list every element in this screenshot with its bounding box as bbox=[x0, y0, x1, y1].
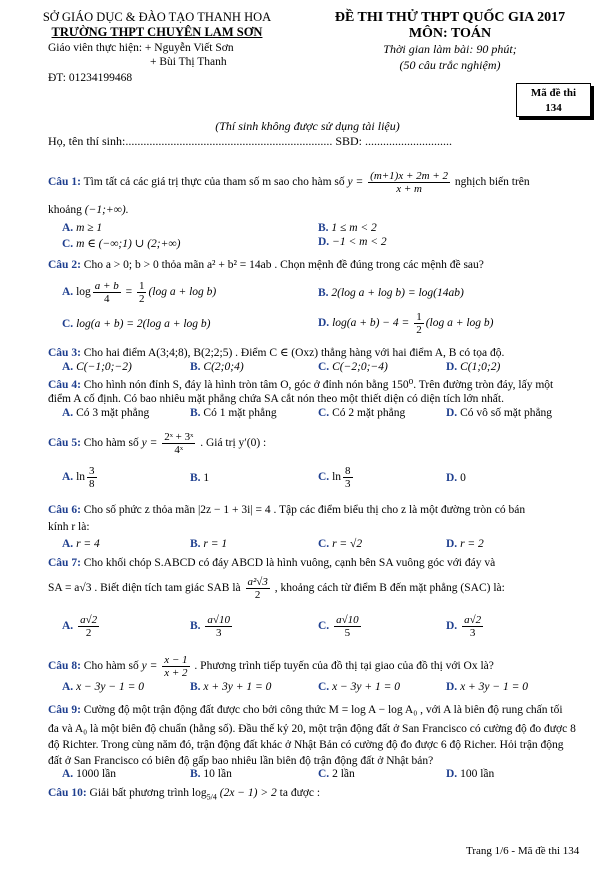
question-9-line-4 bbox=[48, 754, 590, 768]
question-9-line-2 bbox=[48, 722, 590, 736]
q4-option-a[interactable]: A. Có 3 mặt phẳng bbox=[62, 407, 150, 419]
candidate-line: Họ, tên thí sinh:..................................................................... SBD: ............................. bbox=[48, 134, 453, 148]
exam-note: (Thí sinh không được sử dụng tài liệu) bbox=[215, 119, 400, 133]
exam-time: Thời gian làm bài: 90 phút; bbox=[383, 42, 517, 56]
teacher-2: + Bùi Thị Thanh bbox=[150, 56, 227, 68]
q1-option-d[interactable]: D. −1 < m < 2 bbox=[318, 236, 387, 248]
q6-option-b[interactable]: B. r = 1 bbox=[190, 538, 228, 550]
q3-option-c[interactable]: C. C(−2;0;−4) bbox=[318, 361, 388, 373]
question-7 bbox=[48, 556, 590, 570]
q4-option-d[interactable]: D. Có vô số mặt phẳng bbox=[446, 407, 553, 419]
question-number: Câu 8: bbox=[48, 660, 81, 673]
q7-option-b[interactable]: B. $\frac{a√10}{3}$ bbox=[190, 614, 230, 639]
q7-option-c[interactable]: C. $\frac{a√10}{5}$ bbox=[318, 614, 359, 639]
exam-code-label: Mã đề thi bbox=[530, 87, 577, 99]
question-number: Câu 6: bbox=[48, 504, 81, 516]
question-number: Câu 1: bbox=[48, 176, 81, 189]
formula: y = bbox=[141, 660, 158, 673]
page-footer: Trang 1/6 - Mã đề thi 134 bbox=[466, 845, 580, 857]
formula: log bbox=[191, 787, 207, 799]
q8-option-b[interactable]: B. x + 3y + 1 = 0 bbox=[190, 681, 272, 693]
question-10 bbox=[48, 786, 590, 804]
question-number: Câu 7: bbox=[48, 557, 81, 569]
question-number: Câu 10: bbox=[48, 787, 87, 799]
question-text: khoảng bbox=[48, 204, 82, 216]
q1-option-b[interactable]: B. 1 ≤ m < 2 bbox=[318, 222, 377, 234]
question-number: Câu 3: bbox=[48, 347, 81, 359]
q2-option-d[interactable]: D. log(a + b) − 4 = $\frac{1}{2}$ (log a + log b) bbox=[318, 311, 494, 336]
phone: ĐT: 01234199468 bbox=[48, 72, 133, 84]
q1-option-c[interactable]: C. m ∈ (−∞;1) ∪ (2;+∞) bbox=[62, 238, 181, 250]
question-text: điểm A cố định. Có bao nhiêu mặt phẳng chứa SA cắt nón theo một thiết diện có diện tích lớn nhất. bbox=[48, 393, 504, 405]
q8-option-a[interactable]: A. x − 3y − 1 = 0 bbox=[62, 681, 145, 693]
question-text: Cho hàm số bbox=[83, 437, 139, 450]
q3-option-d[interactable]: D. C(1;0;2) bbox=[446, 361, 501, 373]
question-number: Câu 5: bbox=[48, 437, 81, 450]
question-text: đất ở San Francisco có biên độ gấp bao nhiêu lần biên độ trận động đất ở Nhật bản? bbox=[48, 755, 434, 767]
fraction: $\frac{\text{a²√3}}{2}$ bbox=[247, 576, 268, 601]
exam-code-box bbox=[516, 83, 591, 117]
question-9 bbox=[48, 703, 590, 717]
fraction: $\frac{x - 1}{x + 2}$ bbox=[164, 654, 188, 679]
q5-option-c[interactable]: C. ln $\frac{8}{3}$ bbox=[318, 465, 351, 490]
question-number: Câu 2: bbox=[48, 259, 81, 271]
question-text: Cho khối chóp S.ABCD có đáy ABCD là hình vuông, cạnh bên SA vuông góc với đáy và bbox=[83, 557, 496, 569]
q6-option-d[interactable]: D. r = 2 bbox=[446, 538, 484, 550]
question-text: . Phương trình tiếp tuyến của đồ thị tại giao của đồ thị với Ox là? bbox=[194, 660, 494, 673]
question-text: Cho số phức z thỏa mãn |2z − 1 + 3i| = 4 . Tập các điểm biểu thị cho z là một đường tròn có bán bbox=[83, 504, 526, 516]
question-6 bbox=[48, 503, 590, 517]
q6-option-a[interactable]: A. r = 4 bbox=[62, 538, 100, 550]
formula: (2x − 1) > 2 bbox=[219, 787, 277, 799]
question-text: Cường độ một trận động đất được cho bởi công thức M = log A − log A₀ , với A là biên độ rung chấn tối bbox=[83, 704, 563, 716]
fraction: $\frac{\text{2ˣ + 3ˣ}}{\text{4ˣ}}$ bbox=[164, 431, 194, 456]
question-9-line-3 bbox=[48, 738, 590, 752]
question-text: kính r là: bbox=[48, 521, 90, 533]
question-1 bbox=[48, 170, 590, 195]
question-1-line-2 bbox=[48, 203, 590, 217]
q9-option-b[interactable]: B. 10 lần bbox=[190, 768, 232, 780]
question-number: Câu 9: bbox=[48, 704, 81, 716]
q7-option-a[interactable]: A. $\frac{a√2}{2}$ bbox=[62, 614, 98, 639]
question-text: Cho hai điểm A(3;4;8), B(2;2;5) . Điểm C ∈ (Oxz) thẳng hàng với hai điểm A, B có tọa độ. bbox=[83, 347, 505, 359]
q3-option-a[interactable]: A. C(−1;0;−2) bbox=[62, 361, 132, 373]
q9-option-d[interactable]: D. 100 lần bbox=[446, 768, 495, 780]
formula: y = bbox=[141, 437, 158, 450]
formula: y = bbox=[347, 176, 364, 189]
question-text: độ Richter. Trong cùng năm đó, trận động đất khác ở Nhật Bản có cường độ đo được 6 độ Richer. Hỏi trận động bbox=[48, 739, 564, 751]
question-6-line-2 bbox=[48, 520, 590, 534]
subject: MÔN: TOÁN bbox=[408, 26, 492, 41]
q5-option-a[interactable]: A. ln $\frac{3}{8}$ bbox=[62, 465, 95, 490]
exam-code-value: 134 bbox=[545, 102, 562, 114]
question-text: nghịch biến trên bbox=[454, 176, 530, 189]
q9-option-c[interactable]: C. 2 lần bbox=[318, 768, 355, 780]
question-7-line-2 bbox=[48, 576, 590, 601]
q2-option-b[interactable]: B. 2(log a + log b) = log(14ab) bbox=[318, 287, 464, 299]
question-2 bbox=[48, 258, 590, 272]
question-text: Giải bất phương trình bbox=[89, 787, 190, 799]
q2-option-a[interactable]: A. log $\frac{a + b}{4}$ = $\frac{1}{2}$ (log a + log b) bbox=[62, 280, 217, 305]
question-text: , khoảng cách từ điểm B đến mặt phẳng (SAC) là: bbox=[274, 582, 505, 595]
school-name: TRƯỜNG THPT CHUYÊN LAM SƠN bbox=[51, 25, 263, 39]
q6-option-c[interactable]: C. r = √2 bbox=[318, 538, 363, 550]
question-count: (50 câu trắc nghiệm) bbox=[399, 58, 501, 72]
question-text: Tìm tất cả các giá trị thực của tham số m sao cho hàm số bbox=[83, 176, 345, 189]
fraction: $\frac{(m+1)x + 2m + 2}{x + m}$ bbox=[370, 170, 449, 195]
question-text: đa và A₀ là một biên độ chuẩn (hằng số). Đầu thế kỷ 20, một trận động đất ở San Francisco có cường độ đo được 8 bbox=[48, 723, 576, 735]
question-5 bbox=[48, 431, 590, 456]
q8-option-c[interactable]: C. x − 3y + 1 = 0 bbox=[318, 681, 401, 693]
q8-option-d[interactable]: D. x + 3y − 1 = 0 bbox=[446, 681, 529, 693]
question-text: ta được : bbox=[279, 787, 321, 799]
exam-title: ĐỀ THI THỬ THPT QUỐC GIA 2017 bbox=[334, 10, 566, 25]
q3-option-b[interactable]: B. C(2;0;4) bbox=[190, 361, 244, 373]
question-4 bbox=[48, 378, 590, 392]
q4-option-b[interactable]: B. Có 1 mặt phẳng bbox=[190, 407, 277, 419]
question-8 bbox=[48, 654, 590, 679]
q4-option-c[interactable]: C. Có 2 mặt phẳng bbox=[318, 407, 406, 419]
formula: (−1;+∞). bbox=[84, 204, 129, 216]
question-3 bbox=[48, 346, 590, 360]
q5-option-d[interactable]: D. 0 bbox=[446, 472, 466, 484]
q2-option-c[interactable]: C. log(a + b) = 2(log a + log b) bbox=[62, 318, 211, 330]
q1-option-a[interactable]: A. m ≥ 1 bbox=[62, 222, 103, 234]
log-base: 5/4 bbox=[206, 792, 217, 802]
question-text: . Giá trị y′(0) : bbox=[200, 437, 267, 450]
q9-option-a[interactable]: A. 1000 lần bbox=[62, 768, 116, 780]
question-text: SA = a√3 . Biết diện tích tam giác SAB là bbox=[48, 582, 241, 595]
teacher-1: Giáo viên thực hiện: + Nguyễn Viết Sơn bbox=[48, 42, 234, 54]
question-text: Cho a > 0; b > 0 thỏa mãn a² + b² = 14ab . Chọn mệnh đề đúng trong các mệnh đề sau? bbox=[83, 259, 484, 271]
dept-name: SỞ GIÁO DỤC & ĐÀO TẠO THANH HOA bbox=[42, 10, 272, 24]
q5-option-b[interactable]: B. 1 bbox=[190, 472, 210, 484]
question-4-line-2 bbox=[48, 392, 590, 406]
q7-option-d[interactable]: D. $\frac{a√2}{3}$ bbox=[446, 614, 482, 639]
question-text: Cho hình nón đỉnh S, đáy là hình tròn tâm O, góc ở đỉnh nón bằng 150⁰. Trên đường tròn đáy, lấy một bbox=[83, 379, 554, 391]
question-number: Câu 4: bbox=[48, 379, 81, 391]
question-text: Cho hàm số bbox=[83, 660, 139, 673]
